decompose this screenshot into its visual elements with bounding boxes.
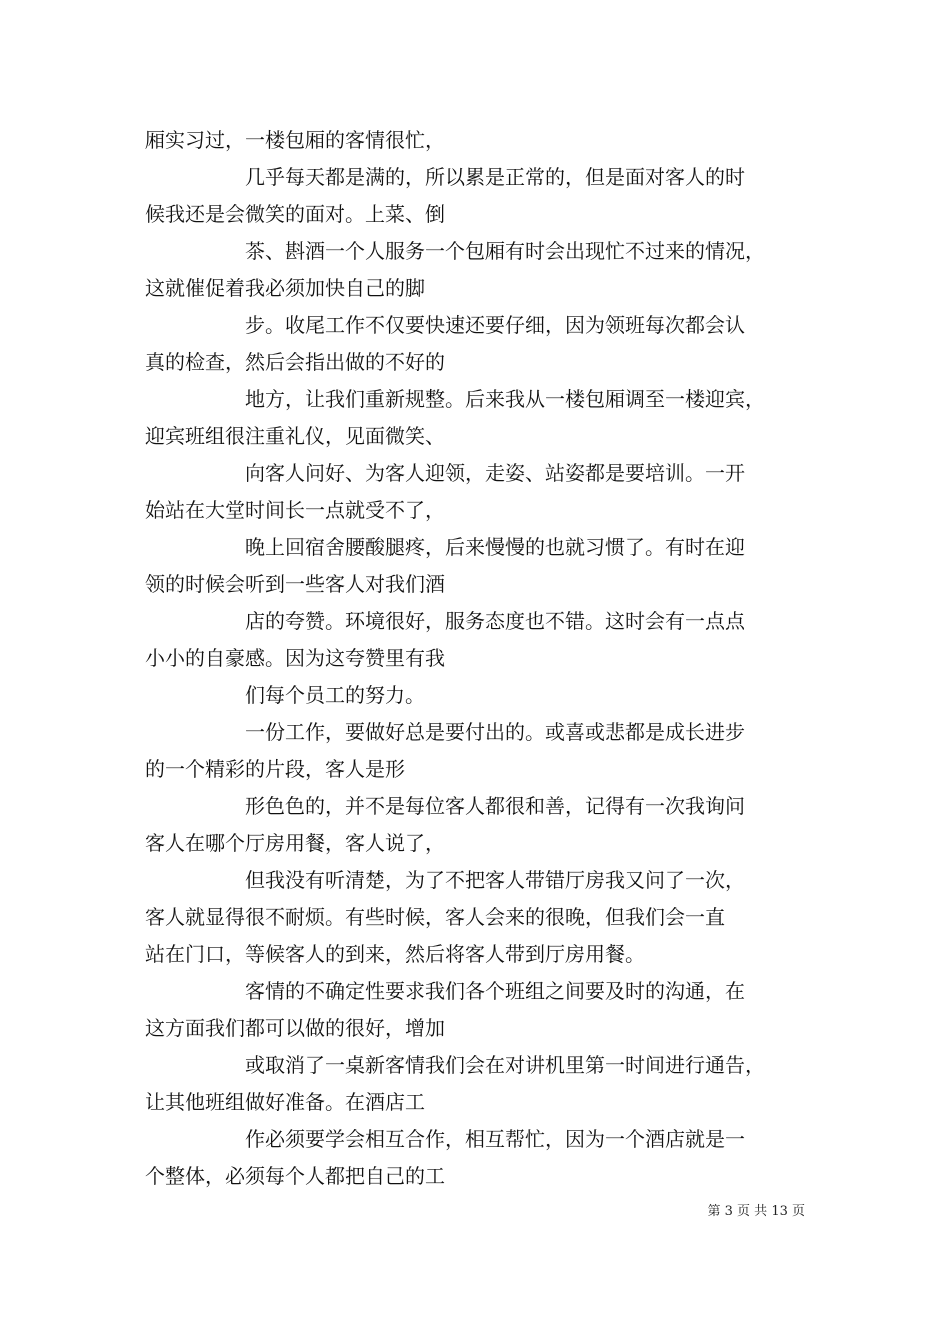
text-line: 让其他班组做好准备。在酒店工 — [145, 1090, 425, 1114]
text-line: 茶、斟酒一个人服务一个包厢有时会出现忙不过来的情况， — [245, 239, 765, 263]
text-line: 步。收尾工作不仅要快速还要仔细，因为领班每次都会认 — [245, 313, 745, 337]
text-line: 真的检查，然后会指出做的不好的 — [145, 350, 445, 374]
text-line: 几乎每天都是满的，所以累是正常的，但是面对客人的时 — [245, 165, 745, 189]
text-line: 客情的不确定性要求我们各个班组之间要及时的沟通，在 — [245, 979, 745, 1003]
text-line: 店的夸赞。环境很好，服务态度也不错。这时会有一点点 — [245, 609, 745, 633]
text-line: 始站在大堂时间长一点就受不了， — [145, 498, 445, 522]
text-line: 站在门口，等候客人的到来，然后将客人带到厅房用餐。 — [145, 942, 645, 966]
text-line: 晚上回宿舍腰酸腿疼，后来慢慢的也就习惯了。有时在迎 — [245, 535, 745, 559]
text-line: 形色色的，并不是每位客人都很和善，记得有一次我询问 — [245, 794, 745, 818]
text-line: 候我还是会微笑的面对。上菜、倒 — [145, 202, 445, 226]
text-line: 或取消了一桌新客情我们会在对讲机里第一时间进行通告， — [245, 1053, 765, 1077]
text-line: 迎宾班组很注重礼仪，见面微笑、 — [145, 424, 445, 448]
page-number: 第 3 页 共 13 页 — [707, 1204, 805, 1219]
text-line: 领的时候会听到一些客人对我们酒 — [145, 572, 445, 596]
text-line: 客人就显得很不耐烦。有些时候，客人会来的很晚，但我们会一直 — [145, 905, 725, 929]
text-line: 们每个员工的努力。 — [245, 683, 425, 707]
paragraph — [145, 122, 815, 1195]
text-line: 这方面我们都可以做的很好，增加 — [145, 1016, 445, 1040]
text-line: 小小的自豪感。因为这夸赞里有我 — [145, 646, 445, 670]
text-line: 厢实习过，一楼包厢的客情很忙， — [145, 128, 445, 152]
text-line: 个整体，必须每个人都把自己的工 — [145, 1164, 445, 1188]
body-text — [145, 122, 815, 1195]
text-line: 一份工作，要做好总是要付出的。或喜或悲都是成长进步 — [245, 720, 745, 744]
text-line: 的一个精彩的片段，客人是形 — [145, 757, 405, 781]
text-line: 向客人问好、为客人迎领，走姿、站姿都是要培训。一开 — [245, 461, 745, 485]
text-line: 客人在哪个厅房用餐，客人说了， — [145, 831, 445, 855]
text-line: 作必须要学会相互合作，相互帮忙，因为一个酒店就是一 — [245, 1127, 745, 1151]
text-line: 但我没有听清楚，为了不把客人带错厅房我又问了一次， — [245, 868, 745, 892]
text-line: 地方，让我们重新规整。后来我从一楼包厢调至一楼迎宾， — [245, 387, 765, 411]
text-line: 这就催促着我必须加快自己的脚 — [145, 276, 425, 300]
